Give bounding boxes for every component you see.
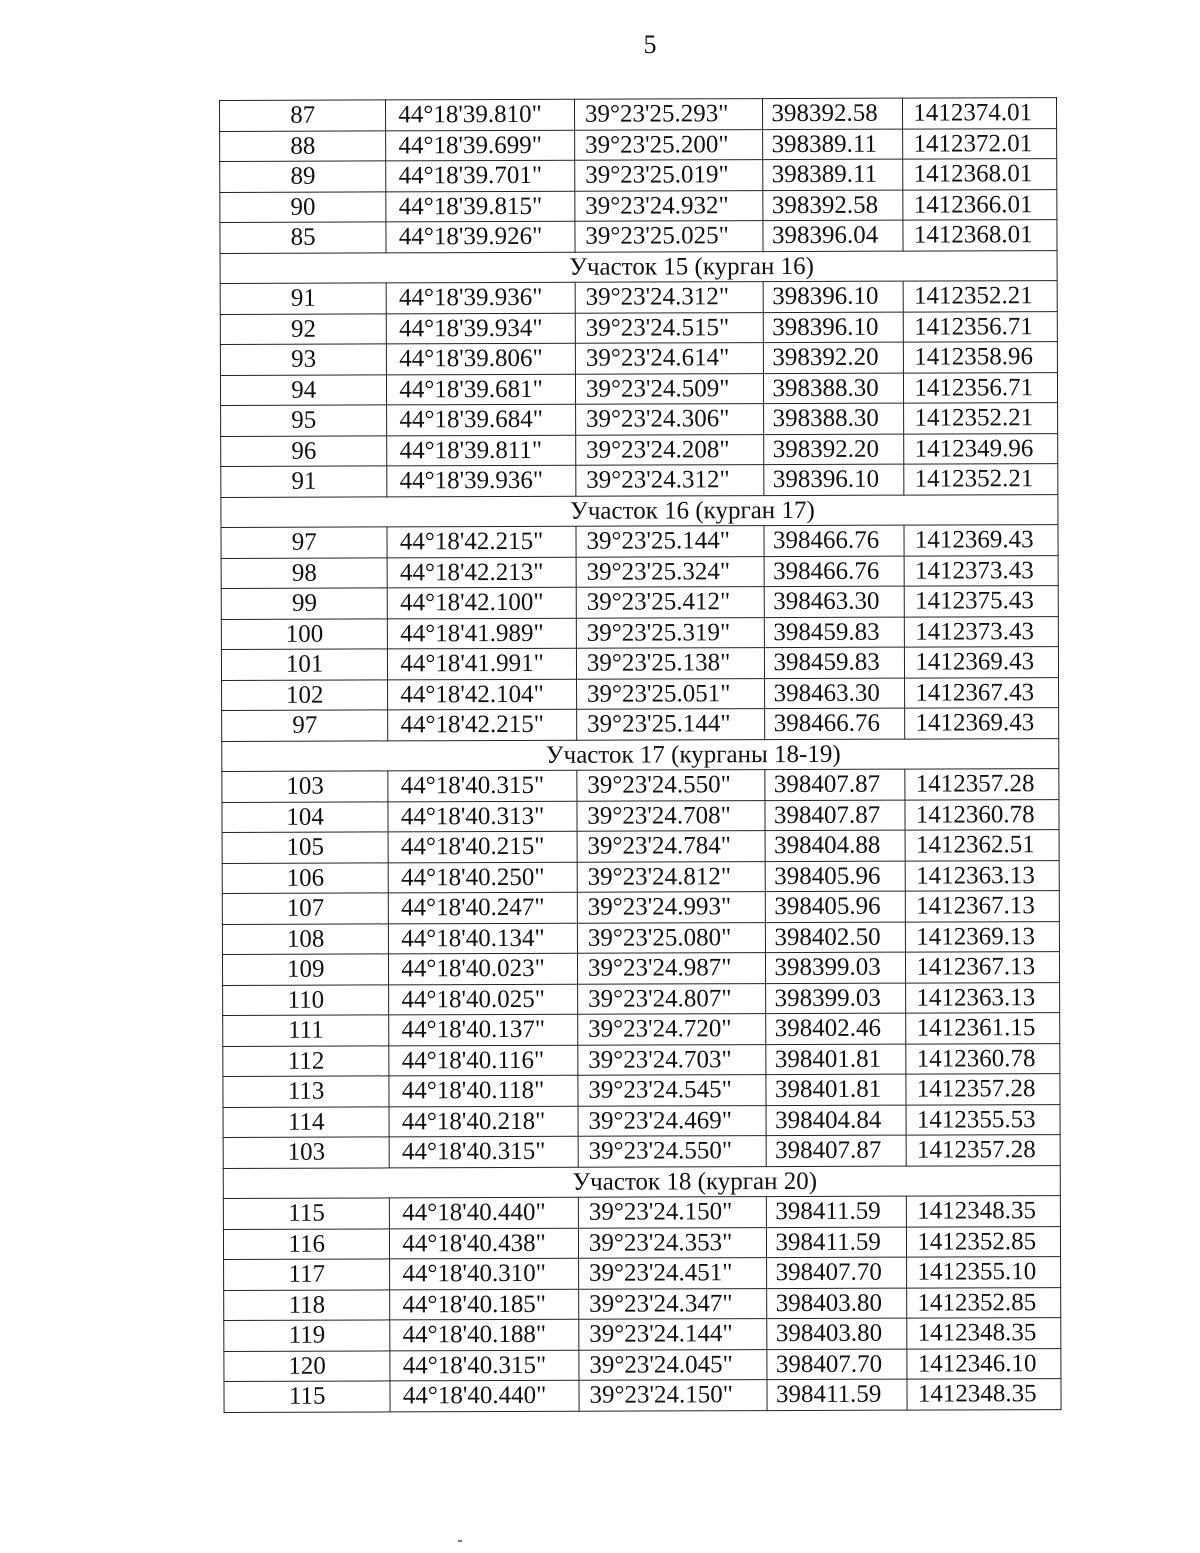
x-coordinate-cell: 398407.87: [767, 1135, 907, 1166]
longitude-cell: 39°23'24.150": [579, 1380, 768, 1411]
point-number-cell: 103: [222, 771, 388, 802]
latitude-cell: 44°18'40.116": [389, 1045, 578, 1076]
table-row: [221, 555, 1058, 588]
point-number-cell: 98: [221, 557, 387, 588]
point-number-cell: 112: [223, 1045, 389, 1076]
latitude-cell: 44°18'42.100": [388, 587, 577, 618]
longitude-cell: 39°23'25.080": [577, 922, 766, 953]
y-coordinate-cell: 1412366.01: [903, 189, 1057, 220]
table-row: [220, 342, 1057, 375]
x-coordinate-cell: 398405.96: [766, 891, 906, 922]
section-header-row: [221, 494, 1058, 527]
x-coordinate-cell: 398466.76: [765, 708, 905, 739]
x-coordinate-cell: 398392.58: [763, 190, 903, 221]
longitude-cell: 39°23'24.312": [576, 465, 765, 496]
latitude-cell: 44°18'39.936": [387, 465, 576, 496]
y-coordinate-cell: 1412367.13: [906, 891, 1060, 922]
section-title: Участок 15 (курган 16): [569, 252, 814, 281]
latitude-cell: 44°18'40.137": [389, 1014, 578, 1045]
longitude-cell: 39°23'25.144": [577, 709, 766, 740]
longitude-cell: 39°23'24.987": [577, 953, 766, 984]
latitude-cell: 44°18'42.104": [388, 679, 577, 710]
point-number-cell: 120: [224, 1350, 390, 1381]
x-coordinate-cell: 398399.03: [766, 983, 906, 1014]
point-number-cell: 97: [222, 710, 388, 741]
longitude-cell: 39°23'25.025": [575, 221, 764, 252]
latitude-cell: 44°18'40.315": [390, 1350, 579, 1381]
y-coordinate-cell: 1412355.10: [907, 1257, 1061, 1288]
section-header-row: [220, 250, 1057, 283]
longitude-cell: 39°23'25.051": [576, 678, 765, 709]
y-coordinate-cell: 1412375.43: [905, 586, 1059, 617]
section-title-cell: [223, 1165, 1060, 1198]
longitude-cell: 39°23'25.019": [575, 160, 764, 191]
y-coordinate-cell: 1412352.85: [907, 1287, 1061, 1318]
longitude-cell: 39°23'24.545": [578, 1075, 767, 1106]
x-coordinate-cell: 398407.87: [765, 800, 905, 831]
longitude-cell: 39°23'24.708": [577, 800, 766, 831]
x-coordinate-cell: 398402.46: [766, 1013, 906, 1044]
point-number-cell: 103: [223, 1137, 389, 1168]
longitude-cell: 39°23'24.306": [575, 404, 764, 435]
table-row: [220, 189, 1057, 222]
longitude-cell: 39°23'24.807": [577, 983, 766, 1014]
section-title: Участок 17 (курганы 18-19): [545, 740, 841, 769]
table-row: [221, 525, 1058, 558]
longitude-cell: 39°23'24.150": [578, 1197, 767, 1228]
coordinates-table-body: [220, 98, 1062, 1412]
latitude-cell: 44°18'40.440": [390, 1380, 579, 1411]
point-number-cell: 92: [220, 313, 386, 344]
point-number-cell: 104: [222, 801, 388, 832]
x-coordinate-cell: 398396.10: [764, 464, 904, 495]
x-coordinate-cell: 398396.10: [764, 281, 904, 312]
table-row: [222, 860, 1059, 893]
point-number-cell: 89: [220, 161, 386, 192]
latitude-cell: 44°18'40.315": [389, 1136, 578, 1167]
latitude-cell: 44°18'42.215": [387, 526, 576, 557]
y-coordinate-cell: 1412372.01: [903, 128, 1057, 159]
y-coordinate-cell: 1412369.43: [905, 708, 1059, 739]
x-coordinate-cell: 398388.30: [764, 373, 904, 404]
longitude-cell: 39°23'24.451": [578, 1258, 767, 1289]
x-coordinate-cell: 398392.58: [763, 98, 903, 129]
longitude-cell: 39°23'25.200": [575, 129, 764, 160]
latitude-cell: 44°18'42.215": [388, 709, 577, 740]
longitude-cell: 39°23'24.312": [575, 282, 764, 313]
longitude-cell: 39°23'24.932": [575, 190, 764, 221]
latitude-cell: 44°18'39.815": [386, 191, 575, 222]
x-coordinate-cell: 398466.76: [765, 556, 905, 587]
latitude-cell: 44°18'39.806": [387, 343, 576, 374]
point-number-cell: 87: [220, 100, 386, 131]
table-row: [224, 1257, 1061, 1290]
y-coordinate-cell: 1412369.43: [905, 647, 1059, 678]
x-coordinate-cell: 398407.87: [765, 769, 905, 800]
point-number-cell: 118: [224, 1289, 390, 1320]
latitude-cell: 44°18'40.440": [390, 1197, 579, 1228]
x-coordinate-cell: 398399.03: [766, 952, 906, 983]
point-number-cell: 93: [220, 344, 386, 375]
x-coordinate-cell: 398389.11: [763, 129, 903, 160]
y-coordinate-cell: 1412358.96: [904, 342, 1058, 373]
y-coordinate-cell: 1412352.21: [904, 403, 1058, 434]
section-title: Участок 18 (курган 20): [572, 1167, 818, 1196]
y-coordinate-cell: 1412363.13: [905, 860, 1059, 891]
table-row: [222, 708, 1059, 741]
table-row: [220, 98, 1057, 131]
latitude-cell: 44°18'40.025": [389, 984, 578, 1015]
table-row: [220, 281, 1057, 314]
x-coordinate-cell: 398463.30: [765, 678, 905, 709]
latitude-cell: 44°18'41.991": [388, 648, 577, 679]
y-coordinate-cell: 1412369.13: [906, 921, 1060, 952]
longitude-cell: 39°23'24.550": [577, 770, 766, 801]
point-number-cell: 113: [223, 1076, 389, 1107]
y-coordinate-cell: 1412356.71: [904, 311, 1058, 342]
table-row: [221, 586, 1058, 619]
table-row: [222, 891, 1059, 924]
x-coordinate-cell: 398403.80: [767, 1318, 907, 1349]
x-coordinate-cell: 398411.59: [767, 1379, 907, 1410]
point-number-cell: 91: [221, 466, 387, 497]
latitude-cell: 44°18'39.810": [386, 99, 575, 130]
y-coordinate-cell: 1412348.35: [907, 1196, 1061, 1227]
table-row: [222, 799, 1059, 832]
longitude-cell: 39°23'24.509": [575, 373, 764, 404]
table-row: [223, 1013, 1060, 1046]
table-row: [222, 769, 1059, 802]
x-coordinate-cell: 398392.20: [764, 342, 904, 373]
x-coordinate-cell: 398459.83: [765, 647, 905, 678]
section-title-cell: [221, 494, 1058, 527]
point-number-cell: 97: [221, 527, 387, 558]
longitude-cell: 39°23'24.144": [579, 1319, 768, 1350]
longitude-cell: 39°23'24.614": [575, 343, 764, 374]
y-coordinate-cell: 1412363.13: [906, 982, 1060, 1013]
x-coordinate-cell: 398459.83: [765, 617, 905, 648]
longitude-cell: 39°23'24.703": [578, 1044, 767, 1075]
y-coordinate-cell: 1412360.78: [905, 799, 1059, 830]
x-coordinate-cell: 398407.70: [767, 1257, 907, 1288]
point-number-cell: 96: [221, 435, 387, 466]
latitude-cell: 44°18'40.315": [388, 770, 577, 801]
y-coordinate-cell: 1412373.43: [905, 616, 1059, 647]
section-header-row: [223, 1165, 1060, 1198]
latitude-cell: 44°18'40.250": [388, 862, 577, 893]
table-row: [224, 1318, 1061, 1351]
latitude-cell: 44°18'40.134": [389, 923, 578, 954]
table-row: [222, 830, 1059, 863]
x-coordinate-cell: 398403.80: [767, 1288, 907, 1319]
section-title-cell: [222, 738, 1059, 771]
longitude-cell: 39°23'25.138": [576, 648, 765, 679]
y-coordinate-cell: 1412352.21: [903, 281, 1057, 312]
page-number: 5: [643, 30, 657, 59]
y-coordinate-cell: 1412362.51: [905, 830, 1059, 861]
table-row: [221, 616, 1058, 649]
y-coordinate-cell: 1412367.13: [906, 952, 1060, 983]
table-row: [223, 1135, 1060, 1168]
section-title: Участок 16 (курган 17): [570, 496, 815, 525]
latitude-cell: 44°18'39.811": [387, 435, 576, 466]
x-coordinate-cell: 398401.81: [766, 1044, 906, 1075]
point-number-cell: 106: [222, 862, 388, 893]
point-number-cell: 111: [223, 1015, 389, 1046]
table-row: [223, 1226, 1060, 1259]
table-row: [220, 372, 1057, 405]
table-row: [221, 403, 1058, 436]
y-coordinate-cell: 1412356.71: [904, 372, 1058, 403]
point-number-cell: 117: [224, 1259, 390, 1290]
y-coordinate-cell: 1412352.85: [907, 1226, 1061, 1257]
scan-speck: [458, 1540, 462, 1542]
y-coordinate-cell: 1412355.53: [906, 1104, 1060, 1135]
table-row: [224, 1379, 1061, 1412]
latitude-cell: 44°18'39.934": [387, 313, 576, 344]
longitude-cell: 39°23'24.515": [575, 312, 764, 343]
coordinates-table: [219, 97, 1062, 1412]
x-coordinate-cell: 398404.88: [766, 830, 906, 861]
longitude-cell: 39°23'24.353": [578, 1227, 767, 1258]
latitude-cell: 44°18'40.023": [389, 953, 578, 984]
x-coordinate-cell: 398396.10: [764, 312, 904, 343]
longitude-cell: 39°23'25.324": [576, 556, 765, 587]
y-coordinate-cell: 1412357.28: [906, 1135, 1060, 1166]
y-coordinate-cell: 1412373.43: [904, 555, 1058, 586]
latitude-cell: 44°18'39.684": [387, 404, 576, 435]
table-row: [222, 921, 1059, 954]
point-number-cell: 94: [220, 374, 386, 405]
table-row: [223, 1074, 1060, 1107]
point-number-cell: 99: [221, 588, 387, 619]
y-coordinate-cell: 1412348.35: [907, 1379, 1061, 1410]
point-number-cell: 100: [221, 618, 387, 649]
point-number-cell: 116: [223, 1228, 389, 1259]
longitude-cell: 39°23'24.208": [576, 434, 765, 465]
y-coordinate-cell: 1412368.01: [903, 220, 1057, 251]
latitude-cell: 44°18'39.701": [386, 160, 575, 191]
point-number-cell: 91: [220, 283, 386, 314]
latitude-cell: 44°18'42.213": [387, 557, 576, 588]
point-number-cell: 102: [222, 679, 388, 710]
y-coordinate-cell: 1412357.28: [905, 769, 1059, 800]
point-number-cell: 115: [223, 1198, 389, 1229]
latitude-cell: 44°18'40.188": [390, 1319, 579, 1350]
table-row: [221, 433, 1058, 466]
point-number-cell: 90: [220, 191, 386, 222]
section-title-cell: [220, 250, 1057, 283]
x-coordinate-cell: 398404.84: [766, 1105, 906, 1136]
x-coordinate-cell: 398411.59: [767, 1196, 907, 1227]
table-row: [221, 464, 1058, 497]
latitude-cell: 44°18'40.310": [390, 1258, 579, 1289]
latitude-cell: 44°18'40.438": [390, 1228, 579, 1259]
x-coordinate-cell: 398466.76: [764, 525, 904, 556]
x-coordinate-cell: 398389.11: [763, 159, 903, 190]
table-row: [220, 128, 1057, 161]
point-number-cell: 110: [223, 984, 389, 1015]
longitude-cell: 39°23'24.045": [579, 1349, 768, 1380]
latitude-cell: 44°18'39.699": [386, 130, 575, 161]
x-coordinate-cell: 398401.81: [766, 1074, 906, 1105]
point-number-cell: 88: [220, 130, 386, 161]
table-row: [220, 311, 1057, 344]
x-coordinate-cell: 398402.50: [766, 922, 906, 953]
longitude-cell: 39°23'25.412": [576, 587, 765, 618]
table-row: [224, 1348, 1061, 1381]
latitude-cell: 44°18'39.681": [387, 374, 576, 405]
table-row: [222, 952, 1059, 985]
longitude-cell: 39°23'25.144": [576, 526, 765, 557]
longitude-cell: 39°23'25.293": [574, 99, 763, 130]
x-coordinate-cell: 398463.30: [765, 586, 905, 617]
y-coordinate-cell: 1412346.10: [907, 1348, 1061, 1379]
table-row: [223, 1043, 1060, 1076]
y-coordinate-cell: 1412368.01: [903, 159, 1057, 190]
point-number-cell: 105: [222, 832, 388, 863]
table-row: [221, 647, 1058, 680]
table-row: [224, 1287, 1061, 1320]
latitude-cell: 44°18'39.926": [386, 221, 575, 252]
x-coordinate-cell: 398388.30: [764, 403, 904, 434]
longitude-cell: 39°23'24.550": [578, 1136, 767, 1167]
point-number-cell: 101: [221, 649, 387, 680]
table-row: [223, 982, 1060, 1015]
section-header-row: [222, 738, 1059, 771]
latitude-cell: 44°18'40.215": [388, 831, 577, 862]
y-coordinate-cell: 1412352.21: [904, 464, 1058, 495]
latitude-cell: 44°18'41.989": [388, 618, 577, 649]
x-coordinate-cell: 398407.70: [767, 1349, 907, 1380]
x-coordinate-cell: 398396.04: [763, 220, 903, 251]
x-coordinate-cell: 398411.59: [767, 1227, 907, 1258]
longitude-cell: 39°23'24.720": [578, 1014, 767, 1045]
latitude-cell: 44°18'40.185": [390, 1289, 579, 1320]
y-coordinate-cell: 1412360.78: [906, 1043, 1060, 1074]
table-row: [223, 1196, 1060, 1229]
longitude-cell: 39°23'24.812": [577, 861, 766, 892]
point-number-cell: 109: [222, 954, 388, 985]
longitude-cell: 39°23'24.469": [578, 1105, 767, 1136]
point-number-cell: 108: [222, 923, 388, 954]
x-coordinate-cell: 398392.20: [764, 434, 904, 465]
longitude-cell: 39°23'24.993": [577, 892, 766, 923]
y-coordinate-cell: 1412369.43: [904, 525, 1058, 556]
y-coordinate-cell: 1412357.28: [906, 1074, 1060, 1105]
table-row: [222, 677, 1059, 710]
table-row: [220, 159, 1057, 192]
y-coordinate-cell: 1412348.35: [907, 1318, 1061, 1349]
point-number-cell: 107: [222, 893, 388, 924]
point-number-cell: 85: [220, 222, 386, 253]
longitude-cell: 39°23'24.347": [579, 1288, 768, 1319]
table-row: [223, 1104, 1060, 1137]
y-coordinate-cell: 1412367.43: [905, 677, 1059, 708]
latitude-cell: 44°18'40.118": [389, 1075, 578, 1106]
y-coordinate-cell: 1412374.01: [903, 98, 1057, 129]
latitude-cell: 44°18'39.936": [386, 282, 575, 313]
point-number-cell: 115: [224, 1381, 390, 1412]
point-number-cell: 119: [224, 1320, 390, 1351]
longitude-cell: 39°23'25.319": [576, 617, 765, 648]
point-number-cell: 95: [221, 405, 387, 436]
latitude-cell: 44°18'40.247": [389, 892, 578, 923]
x-coordinate-cell: 398405.96: [766, 861, 906, 892]
y-coordinate-cell: 1412361.15: [906, 1013, 1060, 1044]
point-number-cell: 114: [223, 1106, 389, 1137]
latitude-cell: 44°18'40.313": [388, 801, 577, 832]
longitude-cell: 39°23'24.784": [577, 831, 766, 862]
y-coordinate-cell: 1412349.96: [904, 433, 1058, 464]
table-row: [220, 220, 1057, 253]
latitude-cell: 44°18'40.218": [389, 1106, 578, 1137]
